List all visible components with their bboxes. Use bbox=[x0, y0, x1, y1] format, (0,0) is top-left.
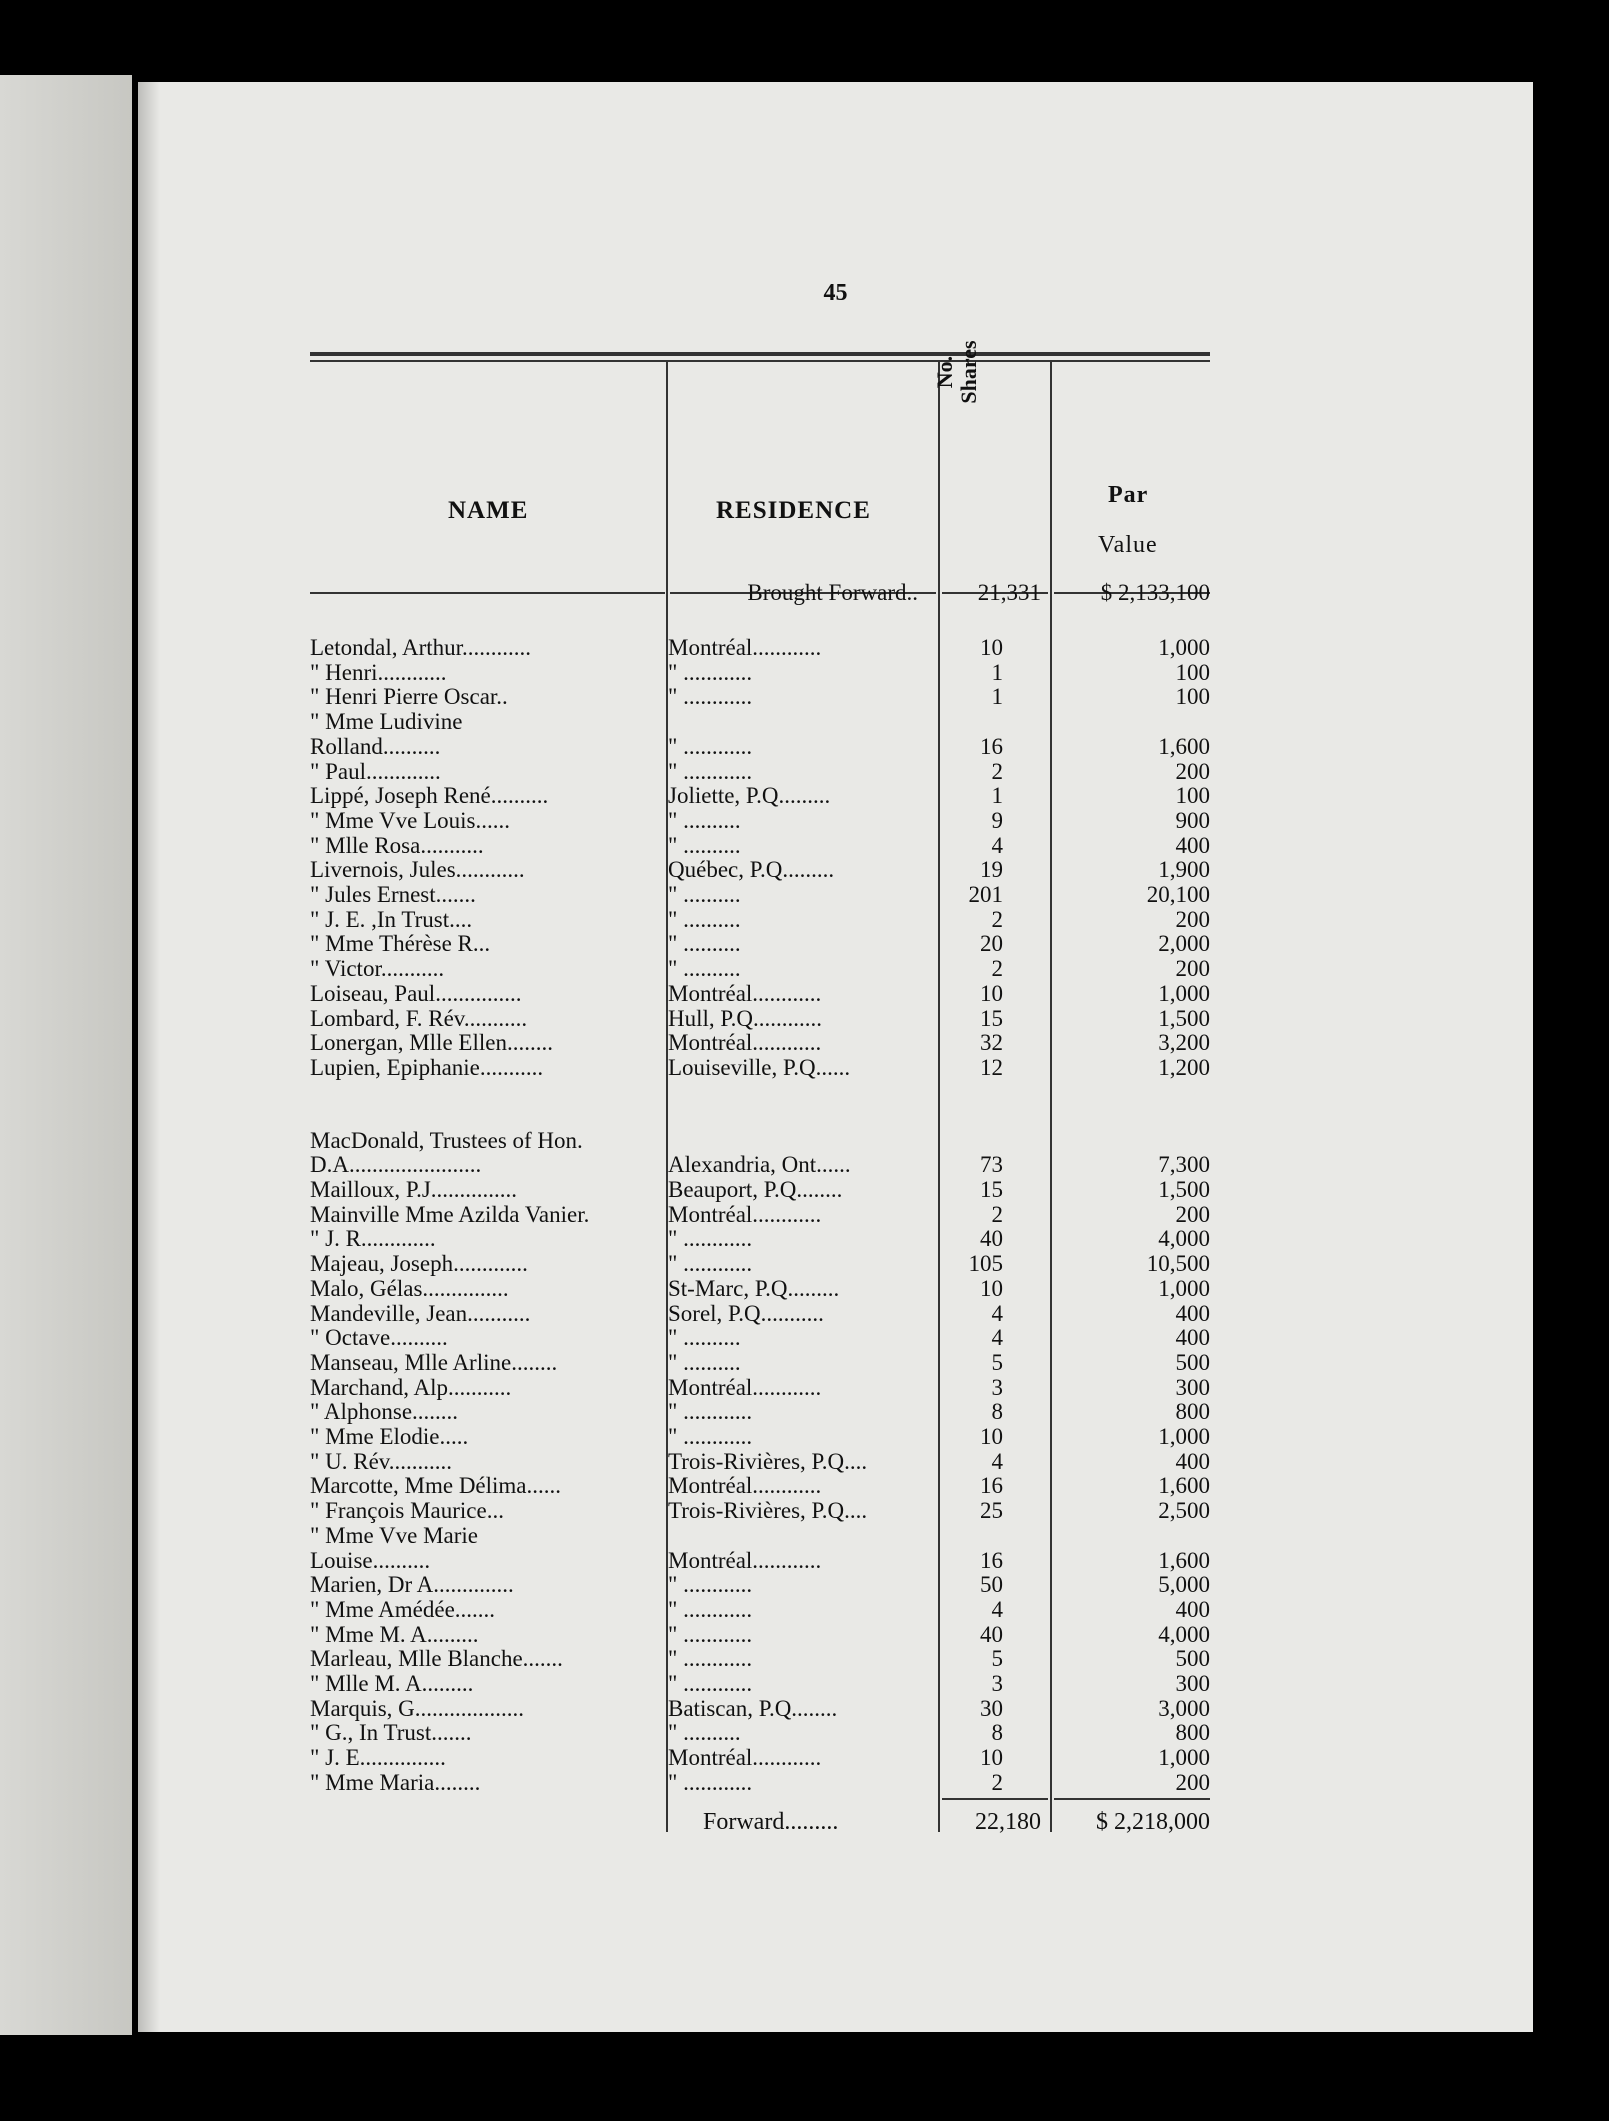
no-shares: 4 bbox=[991, 1448, 1003, 1474]
par-value: 400 bbox=[1175, 832, 1210, 858]
table-row bbox=[138, 931, 1533, 956]
par-value: 200 bbox=[1175, 758, 1210, 784]
residence: " ............ bbox=[668, 1226, 753, 1252]
shareholder-name: " Mme Vve Marie bbox=[310, 1522, 479, 1548]
table-row bbox=[138, 1696, 1533, 1721]
shareholder-name: " G., In Trust....... bbox=[310, 1720, 472, 1746]
table-row bbox=[138, 1128, 1533, 1153]
par-value: 200 bbox=[1175, 956, 1210, 982]
forward-shares-value: 22,180 bbox=[975, 1809, 1041, 1835]
shareholder-name: " Mme M. A......... bbox=[310, 1621, 479, 1647]
no-shares: 30 bbox=[980, 1695, 1003, 1721]
residence: " ............ bbox=[668, 684, 753, 710]
brought-forward-value: $ 2,133,100 bbox=[1100, 580, 1210, 605]
header-no-shares bbox=[933, 322, 981, 422]
shareholder-name: " J. E............... bbox=[310, 1745, 446, 1771]
table-row bbox=[138, 981, 1533, 1006]
par-value: 400 bbox=[1175, 1325, 1210, 1351]
no-shares: 4 bbox=[991, 1596, 1003, 1622]
shareholder-name: Mainville Mme Azilda Vanier. bbox=[310, 1201, 590, 1227]
table-row bbox=[138, 1523, 1533, 1548]
residence: " ............ bbox=[668, 1671, 753, 1696]
no-shares: 9 bbox=[991, 807, 1003, 833]
table-row bbox=[138, 1622, 1533, 1647]
shareholder-name: Manseau, Mlle Arline........ bbox=[310, 1349, 558, 1375]
shareholder-name: " Paul............. bbox=[310, 758, 441, 784]
shareholder-name: Marchand, Alp........... bbox=[310, 1374, 512, 1400]
no-shares: 10 bbox=[980, 1424, 1003, 1449]
shareholder-name: Lombard, F. Rév........... bbox=[310, 1005, 528, 1031]
table-row bbox=[138, 1597, 1533, 1622]
residence: Montréal............ bbox=[668, 635, 822, 660]
no-shares: 10 bbox=[980, 1275, 1003, 1301]
shareholder-name: Mailloux, P.J............... bbox=[310, 1177, 518, 1202]
residence: " .......... bbox=[668, 1349, 741, 1375]
table-row bbox=[138, 1350, 1533, 1375]
residence: " ............ bbox=[668, 1769, 753, 1795]
forward-value-rule bbox=[1054, 1798, 1210, 1800]
table-row bbox=[138, 1375, 1533, 1400]
par-value: 1,500 bbox=[1158, 1005, 1210, 1031]
residence: " .......... bbox=[668, 807, 741, 833]
shareholder-name: Letondal, Arthur............ bbox=[310, 635, 532, 660]
no-shares: 3 bbox=[991, 1671, 1003, 1696]
table-row bbox=[138, 635, 1533, 660]
shareholder-name: " Mme Ludivine bbox=[310, 709, 463, 735]
no-shares: 4 bbox=[991, 1300, 1003, 1326]
par-value: 1,200 bbox=[1158, 1054, 1210, 1080]
residence: " ............ bbox=[668, 1596, 753, 1622]
no-shares: 8 bbox=[991, 1720, 1003, 1746]
residence: Montréal............ bbox=[668, 980, 822, 1006]
table-row bbox=[138, 684, 1533, 709]
header-par: Par bbox=[1108, 482, 1149, 508]
table-row bbox=[138, 1424, 1533, 1449]
par-value: 300 bbox=[1175, 1374, 1210, 1400]
shareholder-name: " Octave.......... bbox=[310, 1325, 448, 1351]
residence: " .......... bbox=[668, 956, 741, 982]
table-row bbox=[138, 808, 1533, 833]
par-value: 400 bbox=[1175, 1596, 1210, 1622]
table-row bbox=[138, 759, 1533, 784]
no-shares: 20 bbox=[980, 931, 1003, 957]
residence: Hull, P.Q............ bbox=[668, 1005, 822, 1031]
no-shares: 73 bbox=[980, 1152, 1003, 1178]
table-row bbox=[138, 1177, 1533, 1202]
residence: Montréal............ bbox=[668, 1030, 822, 1056]
left-page-edge bbox=[0, 75, 132, 2035]
par-value: 3,200 bbox=[1158, 1030, 1210, 1056]
shareholder-name: " Mlle M. A......... bbox=[310, 1671, 474, 1696]
shareholder-name: " Mme Thérèse R... bbox=[310, 931, 491, 957]
brought-forward-shares-value: 21,331 bbox=[977, 580, 1041, 605]
par-value: 3,000 bbox=[1158, 1695, 1210, 1721]
shareholder-name: " Victor........... bbox=[310, 956, 445, 982]
table-row bbox=[138, 734, 1533, 759]
no-shares: 1 bbox=[991, 659, 1003, 685]
no-shares: 25 bbox=[980, 1498, 1003, 1524]
no-shares: 2 bbox=[991, 1769, 1003, 1795]
no-shares: 2 bbox=[991, 758, 1003, 784]
no-shares: 12 bbox=[980, 1054, 1003, 1080]
par-value: 500 bbox=[1175, 1349, 1210, 1375]
shareholder-name: Majeau, Joseph............. bbox=[310, 1251, 528, 1277]
no-shares: 16 bbox=[980, 1473, 1003, 1499]
par-value: 400 bbox=[1175, 1448, 1210, 1474]
shareholder-name: Marquis, G................... bbox=[310, 1695, 525, 1721]
residence: " .......... bbox=[668, 832, 741, 858]
residence: " ............ bbox=[668, 758, 753, 784]
residence: Montréal............ bbox=[668, 1745, 822, 1771]
table-row bbox=[138, 709, 1533, 734]
residence: " ............ bbox=[668, 659, 753, 685]
table-row bbox=[138, 1449, 1533, 1474]
table-row bbox=[138, 907, 1533, 932]
table-row bbox=[138, 1301, 1533, 1326]
no-shares: 5 bbox=[991, 1646, 1003, 1672]
residence: Montréal............ bbox=[668, 1374, 822, 1400]
par-value: 2,500 bbox=[1158, 1498, 1210, 1524]
top-rule bbox=[310, 360, 1210, 362]
residence: " ............ bbox=[668, 733, 753, 759]
header-no: No. bbox=[932, 355, 957, 389]
residence: Trois-Rivières, P.Q.... bbox=[668, 1498, 868, 1524]
book-page bbox=[138, 82, 1533, 2032]
residence: " ............ bbox=[668, 1646, 753, 1672]
par-value: 100 bbox=[1175, 684, 1210, 710]
shareholder-name: Malo, Gélas............... bbox=[310, 1275, 509, 1301]
header-shares: Shares bbox=[956, 340, 981, 404]
residence: Montréal............ bbox=[668, 1547, 822, 1573]
page-number: 45 bbox=[823, 280, 848, 306]
residence: " ............ bbox=[668, 1424, 753, 1449]
shareholder-name: " François Maurice... bbox=[310, 1498, 504, 1524]
residence: Batiscan, P.Q........ bbox=[668, 1695, 838, 1721]
no-shares: 10 bbox=[980, 1745, 1003, 1771]
table-row bbox=[138, 1399, 1533, 1424]
shareholder-name: Rolland.......... bbox=[310, 733, 441, 759]
residence: " .......... bbox=[668, 1325, 741, 1351]
par-value: 1,900 bbox=[1158, 857, 1210, 883]
no-shares: 10 bbox=[980, 635, 1003, 660]
residence: " ............ bbox=[668, 1399, 753, 1425]
no-shares: 50 bbox=[980, 1572, 1003, 1598]
residence: Alexandria, Ont...... bbox=[668, 1152, 851, 1178]
no-shares: 15 bbox=[980, 1005, 1003, 1031]
table-row bbox=[138, 1498, 1533, 1523]
residence: " .......... bbox=[668, 1720, 741, 1746]
table-row bbox=[138, 1325, 1533, 1350]
no-shares: 1 bbox=[991, 684, 1003, 710]
forward-value: $ 2,218,000 bbox=[1096, 1809, 1210, 1835]
no-shares: 2 bbox=[991, 956, 1003, 982]
table-row bbox=[138, 956, 1533, 981]
shareholder-name: " Mme Vve Louis...... bbox=[310, 807, 510, 833]
table-row bbox=[138, 1030, 1533, 1055]
header-value: Value bbox=[1098, 532, 1158, 558]
table-row bbox=[138, 1055, 1533, 1080]
table-row bbox=[138, 1276, 1533, 1301]
shareholder-name: " Mme Elodie..... bbox=[310, 1424, 469, 1449]
forward-shares-rule bbox=[942, 1798, 1048, 1800]
par-value: 1,000 bbox=[1158, 635, 1210, 660]
shareholder-name: " Mme Maria........ bbox=[310, 1769, 481, 1795]
forward-label: Forward......... bbox=[703, 1810, 839, 1835]
par-value: 500 bbox=[1175, 1646, 1210, 1672]
table-row bbox=[138, 857, 1533, 882]
par-value: 800 bbox=[1175, 1399, 1210, 1425]
table-row bbox=[138, 1006, 1533, 1031]
no-shares: 1 bbox=[991, 783, 1003, 809]
residence: Montréal............ bbox=[668, 1201, 822, 1227]
residence: St-Marc, P.Q......... bbox=[668, 1275, 840, 1301]
no-shares: 2 bbox=[991, 1201, 1003, 1227]
shareholder-name: " Mme Amédée....... bbox=[310, 1596, 496, 1622]
table-row bbox=[138, 1548, 1533, 1573]
table-row bbox=[138, 1770, 1533, 1795]
shareholder-name: " Alphonse........ bbox=[310, 1399, 459, 1425]
no-shares: 5 bbox=[991, 1349, 1003, 1375]
residence: " .......... bbox=[668, 882, 741, 907]
no-shares: 40 bbox=[980, 1226, 1003, 1252]
no-shares: 10 bbox=[980, 980, 1003, 1006]
shareholder-name: " Henri Pierre Oscar.. bbox=[310, 684, 508, 710]
header-residence: RESIDENCE bbox=[716, 497, 871, 524]
no-shares: 4 bbox=[991, 1325, 1003, 1351]
par-value: 7,300 bbox=[1158, 1152, 1210, 1178]
par-value: 1,000 bbox=[1158, 1275, 1210, 1301]
table-row bbox=[138, 1152, 1533, 1177]
no-shares: 3 bbox=[991, 1374, 1003, 1400]
par-value: 1,000 bbox=[1158, 1424, 1210, 1449]
par-value: 800 bbox=[1175, 1720, 1210, 1746]
par-value: 200 bbox=[1175, 1201, 1210, 1227]
shareholder-name: D.A....................... bbox=[310, 1152, 482, 1178]
par-value: 1,600 bbox=[1158, 1473, 1210, 1499]
no-shares: 19 bbox=[980, 857, 1003, 883]
table-row bbox=[138, 783, 1533, 808]
shareholder-name: Lonergan, Mlle Ellen........ bbox=[310, 1030, 553, 1056]
no-shares: 201 bbox=[968, 882, 1003, 907]
table-row bbox=[138, 1202, 1533, 1227]
par-value: 5,000 bbox=[1158, 1572, 1210, 1598]
table-row bbox=[138, 1251, 1533, 1276]
shareholder-name: Louise.......... bbox=[310, 1547, 431, 1573]
shareholder-name: Marien, Dr A.............. bbox=[310, 1572, 514, 1598]
shareholder-name: MacDonald, Trustees of Hon. bbox=[310, 1127, 583, 1153]
par-value: 100 bbox=[1175, 783, 1210, 809]
par-value: 20,100 bbox=[1146, 882, 1210, 907]
par-value: 1,600 bbox=[1158, 1547, 1210, 1573]
no-shares: 16 bbox=[980, 733, 1003, 759]
residence: " ............ bbox=[668, 1621, 753, 1647]
shareholder-name: Livernois, Jules............ bbox=[310, 857, 525, 883]
par-value: 4,000 bbox=[1158, 1226, 1210, 1252]
residence: Joliette, P.Q......... bbox=[668, 783, 831, 809]
table-row bbox=[138, 882, 1533, 907]
table-row bbox=[138, 1646, 1533, 1671]
par-value: 1,500 bbox=[1158, 1177, 1210, 1202]
table-row bbox=[138, 660, 1533, 685]
par-value: 100 bbox=[1175, 659, 1210, 685]
table-row bbox=[138, 833, 1533, 858]
par-value: 1,000 bbox=[1158, 980, 1210, 1006]
no-shares: 32 bbox=[980, 1030, 1003, 1056]
residence: Beauport, P.Q........ bbox=[668, 1177, 843, 1202]
forward-row bbox=[138, 1810, 1533, 1835]
shareholder-name: Loiseau, Paul............... bbox=[310, 980, 522, 1006]
par-value: 900 bbox=[1175, 807, 1210, 833]
table-row bbox=[138, 1473, 1533, 1498]
par-value: 200 bbox=[1175, 1769, 1210, 1795]
shareholder-name: " U. Rév........... bbox=[310, 1448, 453, 1474]
header-name: NAME bbox=[448, 497, 529, 524]
residence: Louiseville, P.Q...... bbox=[668, 1054, 851, 1080]
top-double-rule bbox=[310, 352, 1210, 356]
residence: " .......... bbox=[668, 906, 741, 932]
shareholder-name: " Jules Ernest....... bbox=[310, 882, 476, 907]
shareholder-name: Lippé, Joseph René.......... bbox=[310, 783, 549, 809]
residence: Sorel, P.Q........... bbox=[668, 1300, 824, 1326]
shareholder-name: Marcotte, Mme Délima...... bbox=[310, 1473, 562, 1499]
no-shares: 105 bbox=[968, 1251, 1003, 1277]
residence: " ............ bbox=[668, 1572, 753, 1598]
shareholder-name: " J. R............. bbox=[310, 1226, 436, 1252]
table-row bbox=[138, 1720, 1533, 1745]
par-value: 10,500 bbox=[1146, 1251, 1210, 1277]
table-row bbox=[138, 1226, 1533, 1251]
shareholder-name: " Mlle Rosa........... bbox=[310, 832, 484, 858]
shareholder-name: " J. E. ,In Trust.... bbox=[310, 906, 473, 932]
par-value: 2,000 bbox=[1158, 931, 1210, 957]
shareholder-name: Mandeville, Jean........... bbox=[310, 1300, 531, 1326]
par-value: 1,000 bbox=[1158, 1745, 1210, 1771]
no-shares: 40 bbox=[980, 1621, 1003, 1647]
shareholder-name: Lupien, Epiphanie........... bbox=[310, 1054, 544, 1080]
par-value: 300 bbox=[1175, 1671, 1210, 1696]
residence: " .......... bbox=[668, 931, 741, 957]
par-value: 200 bbox=[1175, 906, 1210, 932]
table-row bbox=[138, 1572, 1533, 1597]
brought-forward-row bbox=[138, 580, 1533, 605]
residence: Québec, P.Q......... bbox=[668, 857, 835, 883]
no-shares: 15 bbox=[980, 1177, 1003, 1202]
residence: Montréal............ bbox=[668, 1473, 822, 1499]
table-row bbox=[138, 1671, 1533, 1696]
residence: " ............ bbox=[668, 1251, 753, 1277]
no-shares: 8 bbox=[991, 1399, 1003, 1425]
residence: Trois-Rivières, P.Q.... bbox=[668, 1448, 868, 1474]
shareholder-name: " Henri............ bbox=[310, 659, 447, 685]
shareholder-name: Marleau, Mlle Blanche....... bbox=[310, 1646, 563, 1672]
no-shares: 2 bbox=[991, 906, 1003, 932]
par-value: 1,600 bbox=[1158, 733, 1210, 759]
brought-forward-label: Brought Forward.. bbox=[747, 580, 918, 605]
table-row bbox=[138, 1745, 1533, 1770]
no-shares: 4 bbox=[991, 832, 1003, 858]
par-value: 4,000 bbox=[1158, 1621, 1210, 1647]
par-value: 400 bbox=[1175, 1300, 1210, 1326]
no-shares: 16 bbox=[980, 1547, 1003, 1573]
